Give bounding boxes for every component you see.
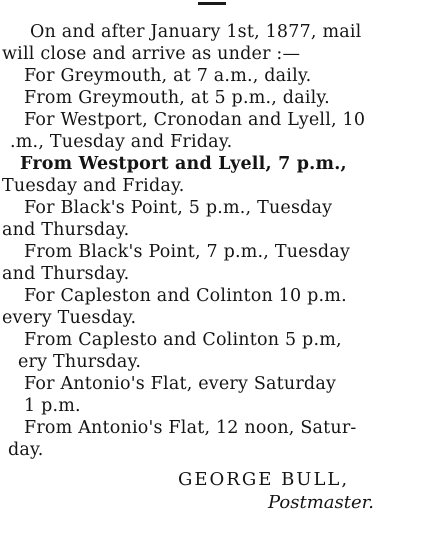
notice-line: will close and arrive as under :— xyxy=(2,44,301,64)
notice-line: From Black's Point, 7 p.m., Tuesday xyxy=(24,242,351,262)
notice-line: ery Thursday. xyxy=(18,352,142,372)
notice-line: From Greymouth, at 5 p.m., daily. xyxy=(24,88,330,108)
notice-line: From Westport and Lyell, 7 p.m., xyxy=(20,154,347,174)
notice-line: For Black's Point, 5 p.m., Tuesday xyxy=(24,198,333,218)
notice-line: Tuesday and Friday. xyxy=(2,176,185,196)
notice-line: From Antonio's Flat, 12 noon, Satur- xyxy=(24,418,357,438)
notice-line: On and after January 1st, 1877, mail xyxy=(30,22,362,42)
notice-line: day. xyxy=(8,440,44,460)
notice-line: For Greymouth, at 7 a.m., daily. xyxy=(24,66,312,86)
notice-line: and Thursday. xyxy=(2,264,130,284)
notice-line: From Caplesto and Colinton 5 p.m, xyxy=(24,330,342,350)
notice-line: .m., Tuesday and Friday. xyxy=(10,132,233,152)
notice-line: and Thursday. xyxy=(2,220,130,240)
notice-line: For Westport, Cronodan and Lyell, 10 xyxy=(24,110,366,130)
notice-line: 1 p.m. xyxy=(24,396,81,416)
signature-title: Postmaster. xyxy=(268,492,374,513)
notice-line: For Antonio's Flat, every Saturday xyxy=(24,374,337,394)
notice-line: For Capleston and Colinton 10 p.m. xyxy=(24,286,347,306)
notice-line: every Tuesday. xyxy=(2,308,137,328)
signature-name: GEORGE BULL, xyxy=(178,469,350,490)
